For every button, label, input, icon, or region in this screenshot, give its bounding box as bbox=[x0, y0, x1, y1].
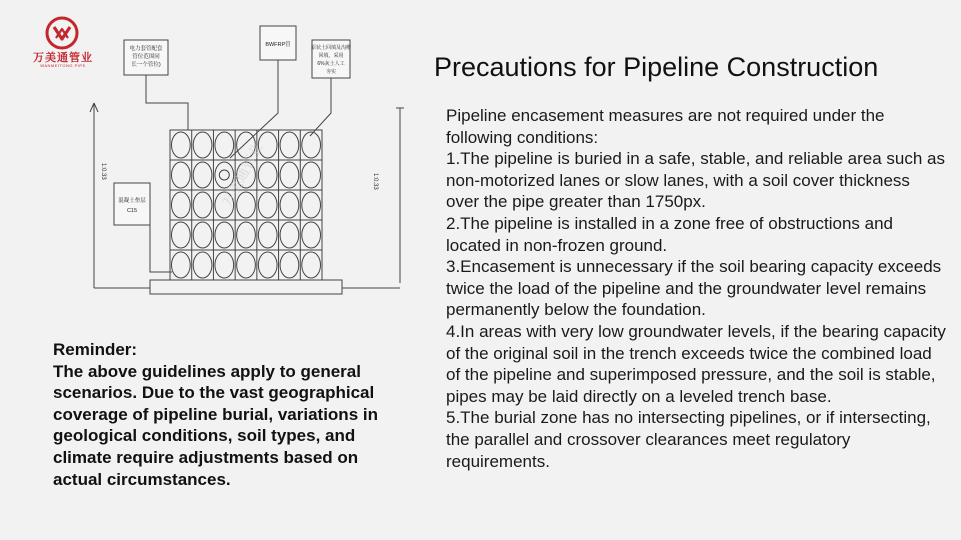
pipe-circle bbox=[302, 222, 321, 248]
pipe-circle bbox=[172, 132, 191, 158]
pipe-circle bbox=[172, 192, 191, 218]
pipe-circle bbox=[172, 162, 191, 188]
pipe-circle bbox=[258, 162, 277, 188]
pipe-circle bbox=[280, 252, 299, 278]
pipe-circle bbox=[215, 252, 234, 278]
pipe-trench-diagram bbox=[80, 18, 420, 318]
condition-2: 2.The pipeline is installed in a zone free of obstructions and located in non-frozen ground. bbox=[446, 213, 893, 255]
condition-1: 1.The pipeline is buried in a safe, stable, and reliable area such as non-motorized lanes or slow lanes, with a soil cover thickness over the pipe greater than 1750px. bbox=[446, 149, 945, 212]
reminder-block bbox=[53, 339, 408, 490]
svg-text:C15: C15 bbox=[126, 208, 138, 214]
svg-text:回填，采用: 回填，采用 bbox=[318, 53, 344, 59]
cable-box-line-3: 长一个管位) bbox=[131, 62, 161, 68]
conditions-text bbox=[446, 105, 946, 472]
pipe-circle bbox=[280, 132, 299, 158]
cable-box-line-2: 管位范围同 bbox=[132, 54, 160, 60]
diagram-watermark: 万美通管业 bbox=[218, 140, 266, 210]
pipe-circle bbox=[193, 192, 212, 218]
left-slope-label: 1:0.33 bbox=[100, 163, 106, 180]
pipe-circle bbox=[302, 132, 321, 158]
pipe-circle bbox=[280, 192, 299, 218]
reminder-heading: Reminder: bbox=[53, 340, 138, 359]
logo-subtitle: WANMEITONG PIPE bbox=[40, 63, 86, 68]
intro-paragraph: Pipeline encasement measures are not required under the following conditions: bbox=[446, 106, 885, 147]
pipe-circle bbox=[258, 252, 277, 278]
pipe-circle bbox=[193, 222, 212, 248]
label-box-concrete bbox=[114, 183, 150, 225]
cable-inner-pipe bbox=[219, 170, 229, 180]
pipe-circle bbox=[280, 222, 299, 248]
pipe-circle bbox=[215, 222, 234, 248]
pipe-circle bbox=[237, 222, 256, 248]
label-box-bwfrp bbox=[260, 26, 296, 60]
label-box-cable bbox=[124, 40, 168, 75]
pipe-circle bbox=[172, 252, 191, 278]
label-box-backfill bbox=[311, 40, 351, 78]
pipe-circle bbox=[302, 162, 321, 188]
pipe-circle bbox=[258, 192, 277, 218]
pipe-circle bbox=[258, 222, 277, 248]
condition-4: 4.In areas with very low groundwater levels, if the bearing capacity of the original soil in the trench exceeds twice the combined load of the pipeline and superimposed pressure, and the soil is stable, pipes may be laid directly on a leveled trench base. bbox=[446, 321, 946, 406]
pipe-circle bbox=[237, 252, 256, 278]
pipe-circle bbox=[302, 192, 321, 218]
svg-text:夯实: 夯实 bbox=[325, 69, 337, 75]
reminder-text: The above guidelines apply to general scenarios. Due to the vast geographical coverage of pipeline burial, variations in geological conditions, soil types, and climate require adjustments based on actual circumstances. bbox=[53, 361, 378, 489]
logo-emblem-icon bbox=[45, 16, 79, 50]
svg-text:混凝土垫层: 混凝土垫层 bbox=[118, 198, 146, 204]
pipe-circle bbox=[193, 162, 212, 188]
svg-text:原状土回填及沟槽: 原状土回填及沟槽 bbox=[310, 45, 352, 51]
right-slope-label: 1:0.33 bbox=[372, 173, 378, 190]
condition-3: 3.Encasement is unnecessary if the soil bearing capacity exceeds twice the load of the pipeline and the groundwater level remains permanently below the foundation. bbox=[446, 257, 942, 320]
cable-box-line-1: 电力套管配套 bbox=[129, 46, 163, 52]
pipe-circle bbox=[302, 252, 321, 278]
pipe-circle bbox=[193, 252, 212, 278]
pipe-circle bbox=[193, 132, 212, 158]
pipe-circle bbox=[215, 132, 234, 158]
page-title: Precautions for Pipeline Construction bbox=[434, 52, 879, 82]
svg-text:6%灰土人工: 6%灰土人工 bbox=[317, 61, 345, 67]
logo-name: 万美通管业 bbox=[33, 52, 93, 64]
svg-text:BWFRP管: BWFRP管 bbox=[265, 42, 291, 48]
pipe-circle bbox=[280, 162, 299, 188]
condition-5: 5.The burial zone has no intersecting pipelines, or if intersecting, the parallel and crossover clearances meet regulatory requirements. bbox=[446, 408, 931, 471]
pipe-circle bbox=[172, 222, 191, 248]
